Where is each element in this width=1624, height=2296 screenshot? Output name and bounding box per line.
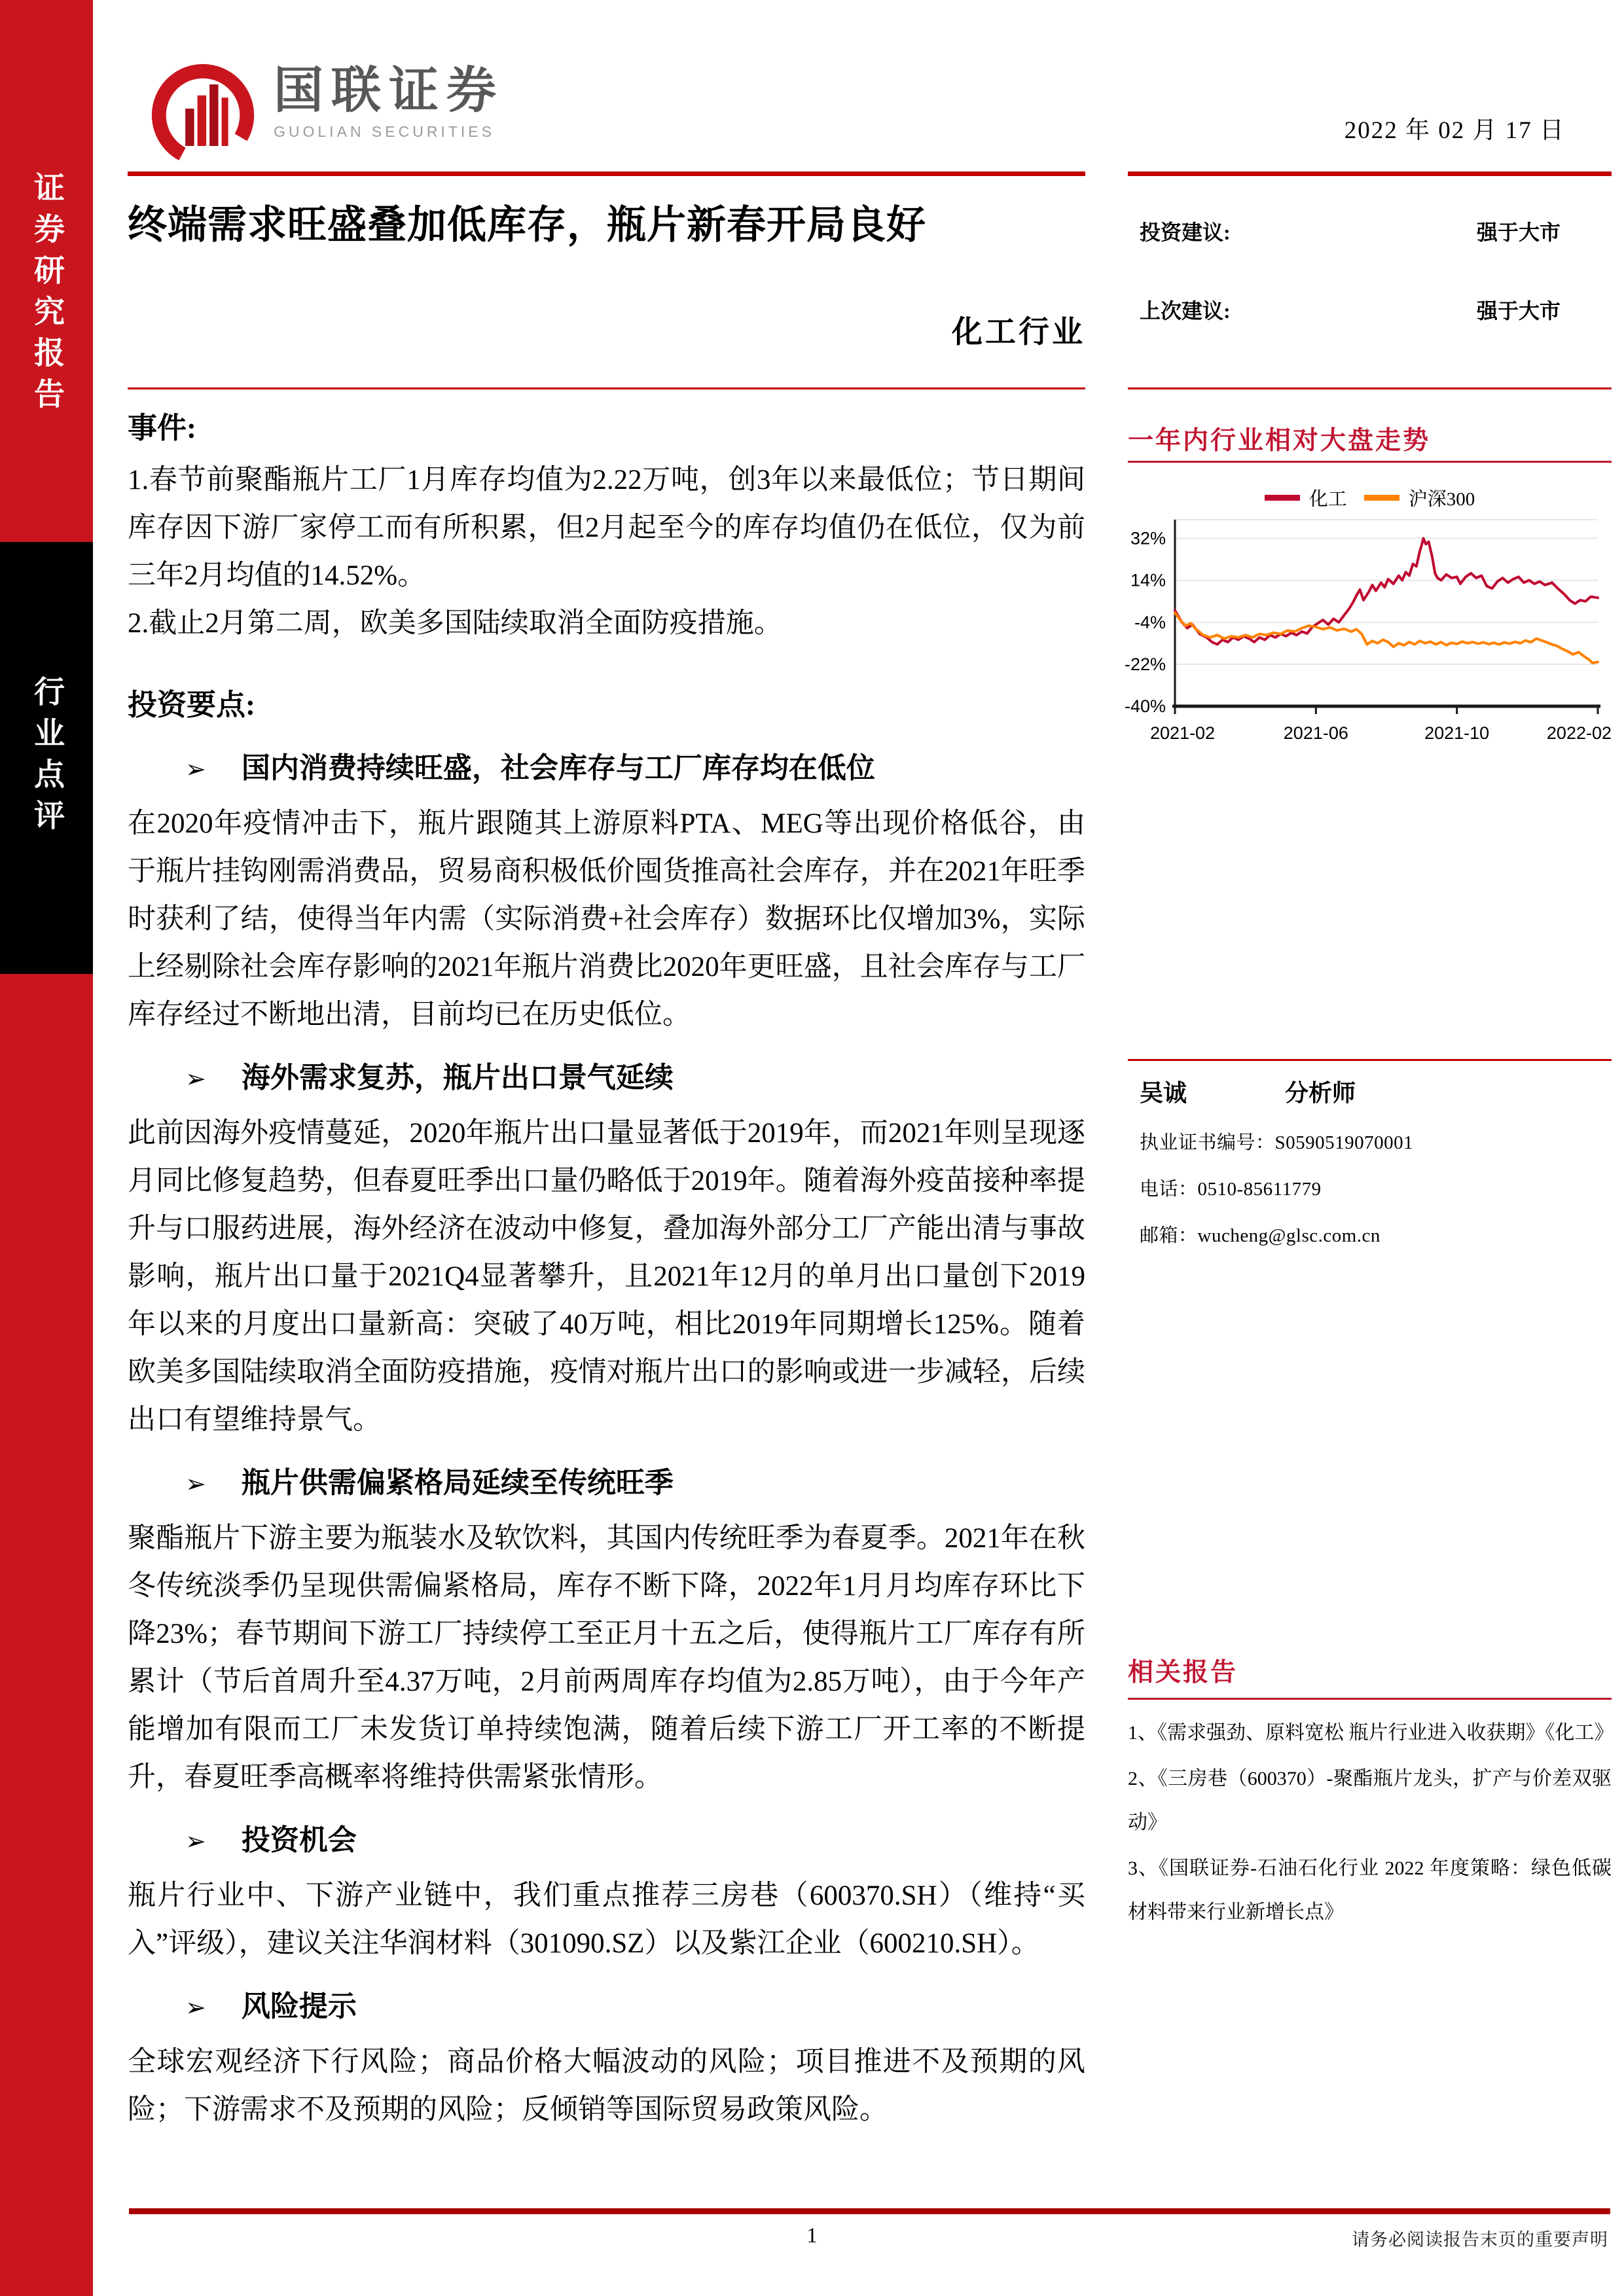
section-paragraph: 全球宏观经济下行风险；商品价格大幅波动的风险；项目推进不及预期的风险；下游需求不及预期的风险；反倾销等国际贸易政策风险。 <box>128 2047 1085 2125</box>
svg-text:32%: 32% <box>1130 528 1166 548</box>
analyst-phone: 电话：0510-85611779 <box>1140 1179 1322 1200</box>
analyst-role: 分析师 <box>1285 1080 1356 1106</box>
sidebar-category-block <box>0 542 93 974</box>
main-column <box>128 404 1085 2134</box>
brand-name-en: GUOLIAN SECURITIES <box>274 123 495 140</box>
section-paragraph: 此前因海外疫情蔓延，2020年瓶片出口量显著低于2019年，而2021年则呈现逐月同比修复趋势，但春夏旺季出口量仍略低于2019年。随着海外疫苗接种率提升与口服药进展，海外经济在波动中修复，叠加海外部分工厂产能出清与事故影响，瓶片出口量于2021Q4显著攀升，且2021年12月的单月出口量创下2019年以来的月度出口量新高：突破了40万吨，相比2019年同期增长125%。随着欧美多国陆续取消全面防疫措施，疫情对瓶片出口的影响或进一步减轻，后续出口有望维持景气。 <box>128 1118 1085 1435</box>
page-number: 1 <box>806 2224 818 2248</box>
bullet-heading <box>128 1983 1085 2032</box>
relative-performance-chart <box>1124 513 1612 749</box>
svg-text:2021-02: 2021-02 <box>1150 723 1216 743</box>
svg-text:14%: 14% <box>1130 570 1166 590</box>
sidebar-report-type-label: 证券研究报告 <box>29 171 63 419</box>
svg-text:-40%: -40% <box>1124 696 1166 716</box>
related-reports-rule <box>1128 1698 1612 1700</box>
chart-series-lines <box>1175 539 1598 664</box>
chart-axes <box>1172 520 1600 714</box>
advice-row-current <box>1128 216 1612 246</box>
header-rule-main <box>128 171 1085 176</box>
bullet-heading <box>128 745 1085 793</box>
related-report-item: 1、《需求强劲、原料宽松 瓶片行业进入收获期》《化工》 <box>1128 1722 1614 1744</box>
related-report-item: 2、《三房巷（600370）-聚酯瓶片龙头，扩产与价差双驱动》 <box>1128 1768 1612 1833</box>
bullet-arrow-icon: ➢ <box>185 1471 206 1498</box>
bullet-heading <box>128 1054 1085 1103</box>
related-reports-heading: 相关报告 <box>1128 1659 1238 1687</box>
analyst-name-row <box>1128 1075 1612 1108</box>
chart-title-rule <box>1128 461 1612 463</box>
bullet-sections <box>128 745 1085 2134</box>
advice-box <box>1128 216 1612 325</box>
footer-disclaimer-note: 请务必阅读报告末页的重要声明 <box>1352 2230 1608 2250</box>
svg-text:-4%: -4% <box>1134 612 1166 632</box>
legend-label-chemical: 化工 <box>1308 489 1347 510</box>
industry-label: 化工行业 <box>952 315 1085 350</box>
prev-advice-label: 上次建议: <box>1140 299 1231 323</box>
legend-item-hs300 <box>1364 484 1475 511</box>
analyst-email: 邮箱：wucheng@glsc.com.cn <box>1140 1225 1380 1246</box>
svg-text:-22%: -22% <box>1124 654 1166 674</box>
legend-swatch-chemical <box>1265 495 1300 501</box>
analyst-license: 执业证书编号：S0590519070001 <box>1140 1132 1414 1153</box>
analyst-rule <box>1128 1059 1612 1061</box>
advice-row-previous <box>1128 295 1612 325</box>
section-paragraph: 聚酯瓶片下游主要为瓶装水及软饮料，其国内传统旺季为春夏季。2021年在秋冬传统淡季仍呈现供需偏紧格局，库存不断下降，2022年1月月均库存环比下降23%；春节期间下游工厂持续停工至正月十五之后，使得瓶片工厂库存有所累计（节后首周升至4.37万吨，2月前两周库存均值为2.85万吨），由于今年产能增加有限而工厂未发货订单持续饱满，随着后续下游工厂开工率的不断提升，春夏旺季高概率将维持供需紧张情形。 <box>128 1523 1085 1793</box>
chart-legend <box>1128 484 1612 511</box>
footer-rule <box>129 2208 1610 2214</box>
analyst-name: 吴诚 <box>1140 1080 1187 1106</box>
related-report-item: 3、《国联证券-石油石化行业 2022 年度策略：绿色低碳材料带来行业新增长点》 <box>1128 1857 1612 1923</box>
analyst-block <box>1128 1075 1612 1247</box>
bullet-heading-text: 投资机会 <box>241 1824 357 1856</box>
brand-block <box>274 63 504 141</box>
chemical-series-line <box>1175 539 1598 645</box>
points-heading: 投资要点: <box>128 689 255 721</box>
bullet-heading-text: 风险提示 <box>241 1990 357 2022</box>
guolian-logo-icon <box>148 60 258 170</box>
prev-advice-value: 强于大市 <box>1476 299 1561 323</box>
bullet-heading <box>128 1817 1085 1865</box>
svg-text:2021-10: 2021-10 <box>1424 723 1490 743</box>
svg-text:2021-06: 2021-06 <box>1283 723 1348 743</box>
event-paragraph: 2.截止2月第二周，欧美多国陆续取消全面防疫措施。 <box>128 608 782 639</box>
trend-chart-svg <box>1124 513 1612 749</box>
bullet-heading-text: 瓶片供需偏紧格局延续至传统旺季 <box>241 1467 674 1499</box>
related-reports-list <box>1128 1711 1612 1936</box>
event-paragraphs <box>128 456 1085 647</box>
bullet-arrow-icon: ➢ <box>185 756 206 783</box>
sidebar <box>0 0 93 2296</box>
section-paragraph: 在2020年疫情冲击下，瓶片跟随其上游原料PTA、MEG等出现价格低谷，由于瓶片挂钩刚需消费品，贸易商积极低价囤货推高社会库存，并在2021年旺季时获利了结，使得当年内需（实际消费+社会库存）数据环比仅增加3%，实际上经剔除社会库存影响的2021年瓶片消费比2020年更旺盛，且社会库存与工厂库存经过不断地出清，目前均已在历史低位。 <box>128 808 1085 1030</box>
divider-rule-right <box>1128 387 1612 389</box>
header-rule-right <box>1128 171 1612 176</box>
section-paragraph: 瓶片行业中、下游产业链中，我们重点推荐三房巷（600370.SH）（维持“买入”评级），建议关注华润材料（301090.SZ）以及紫江企业（600210.SH）。 <box>128 1880 1085 1959</box>
brand-name-cn: 国联证券 <box>274 63 504 118</box>
event-paragraph: 1.春节前聚酯瓶片工厂1月库存均值为2.22万吨，创3年以来最低位；节日期间库存因下游厂家停工而有所积累，但2月起至今的库存均值仍在低位，仅为前三年2月均值的14.52%。 <box>128 465 1085 591</box>
bullet-arrow-icon: ➢ <box>185 1828 206 1856</box>
advice-value: 强于大市 <box>1476 221 1561 244</box>
svg-text:2022-02: 2022-02 <box>1546 723 1612 743</box>
legend-label-hs300: 沪深300 <box>1408 489 1475 510</box>
legend-swatch-hs300 <box>1364 495 1399 501</box>
report-date: 2022 年 02 月 17 日 <box>1344 117 1565 144</box>
advice-label: 投资建议: <box>1140 221 1231 244</box>
bullet-heading-text: 国内消费持续旺盛，社会库存与工厂库存均在低位 <box>241 752 875 784</box>
bullet-heading-text: 海外需求复苏，瓶片出口景气延续 <box>241 1062 674 1094</box>
sidebar-category-label: 行业点评 <box>29 675 63 840</box>
divider-rule-main <box>128 387 1085 389</box>
chart-tick-labels <box>1125 529 1612 744</box>
bullet-arrow-icon: ➢ <box>185 1994 206 2022</box>
legend-item-chemical <box>1265 484 1347 511</box>
hs300-series-line <box>1175 613 1598 664</box>
sidebar-top-label-wrap <box>0 171 93 419</box>
page-title: 终端需求旺盛叠加低库存，瓶片新春开局良好 <box>128 204 926 247</box>
chart-title: 一年内行业相对大盘走势 <box>1128 427 1431 455</box>
bullet-arrow-icon: ➢ <box>185 1066 206 1093</box>
bullet-heading <box>128 1460 1085 1508</box>
event-heading: 事件: <box>128 412 196 444</box>
